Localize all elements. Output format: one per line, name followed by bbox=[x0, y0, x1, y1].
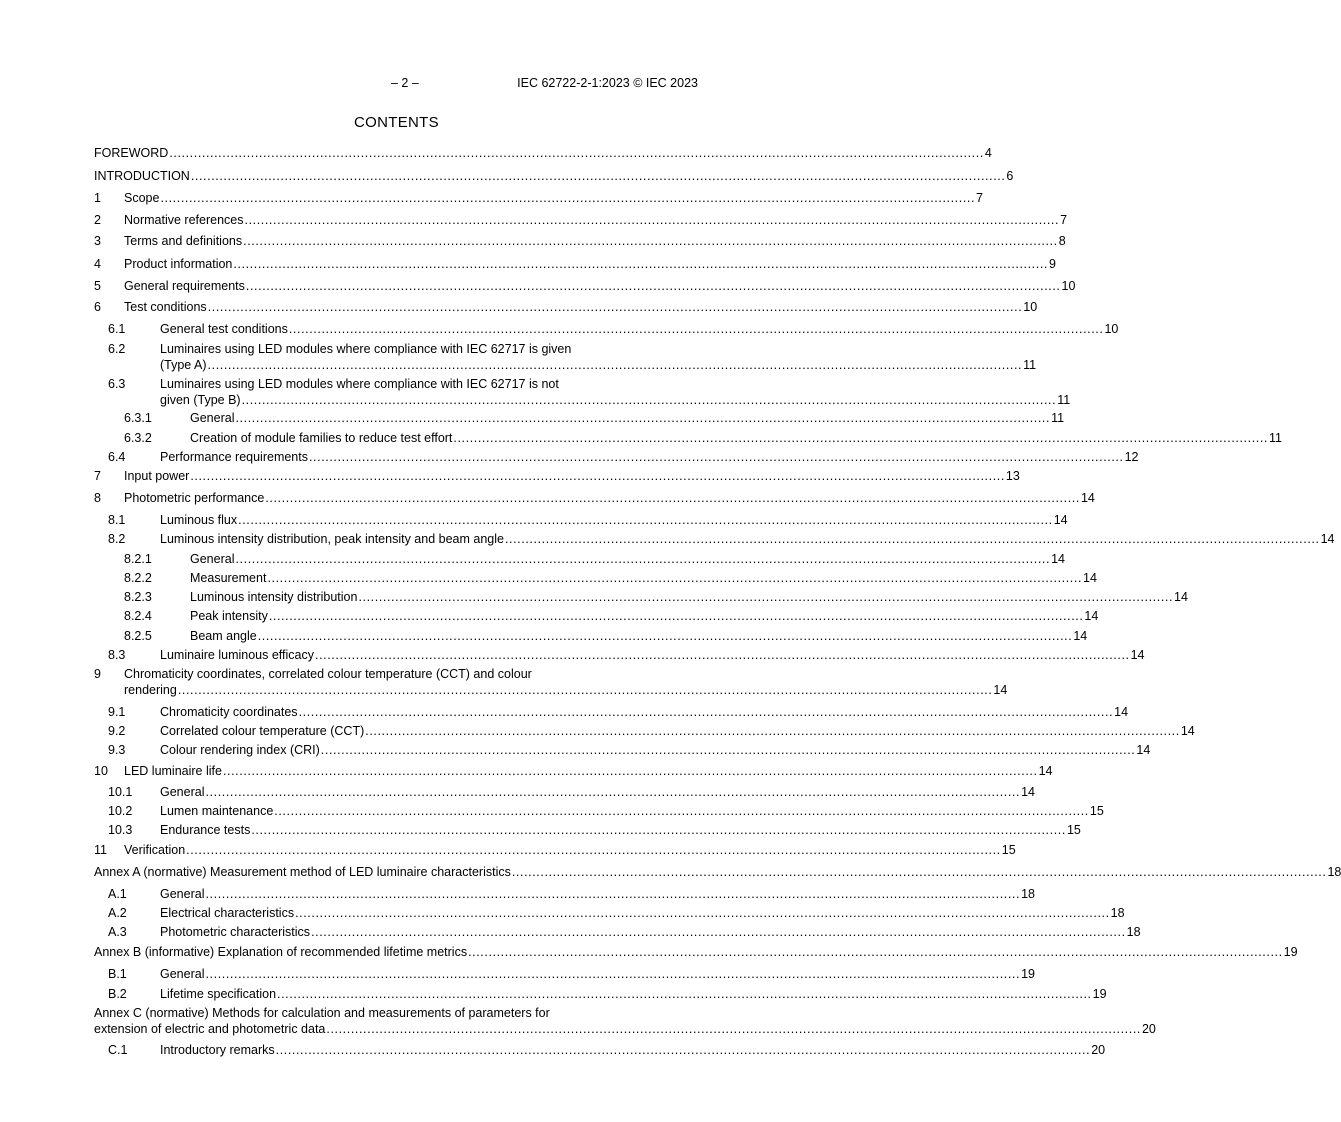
toc-entry-number: 8.1 bbox=[108, 513, 126, 527]
toc-entry-page: 9 bbox=[1048, 257, 1056, 271]
toc-entry-page: 19 bbox=[1092, 987, 1107, 1001]
toc-entry-title: Input power bbox=[124, 469, 190, 483]
dot-leader: ........................................................................................................................................................................................................ bbox=[222, 764, 1038, 778]
toc-entry-page: 19 bbox=[1021, 967, 1035, 981]
toc-entry-page: 18 bbox=[1110, 906, 1125, 920]
toc-entry-number: A.3 bbox=[108, 925, 127, 939]
toc-entry-page: 10 bbox=[1104, 322, 1119, 336]
toc-entry-number: 9.3 bbox=[108, 743, 126, 757]
dot-leader: ........................................................................................................................................................................................................ bbox=[315, 648, 1130, 662]
dot-leader: ........................................................................................................................................................................................................ bbox=[295, 906, 1110, 920]
toc-entry-number: 4 bbox=[94, 257, 101, 271]
toc-entry-page: 18 bbox=[1021, 887, 1035, 901]
dot-leader: ........................................................................................................................................................................................................ bbox=[177, 683, 993, 697]
dot-leader: ........................................................................................................................................................................................................ bbox=[365, 724, 1180, 738]
toc-entry-title: Chromaticity coordinates bbox=[160, 705, 298, 719]
toc-entry-number: 9 bbox=[94, 667, 101, 681]
toc-entry-number: 9.1 bbox=[108, 705, 126, 719]
toc-entry-number: 6.1 bbox=[108, 322, 126, 336]
dot-leader: ........................................................................................................................................................................................................ bbox=[235, 552, 1051, 566]
dot-leader: ........................................................................................................................................................................................................ bbox=[205, 785, 1021, 799]
toc-entry-title: Colour rendering index (CRI) bbox=[160, 743, 320, 757]
toc-entry-page: 14 bbox=[1114, 705, 1129, 719]
dot-leader: ........................................................................................................................................................................................................ bbox=[267, 571, 1083, 585]
toc-entry-number: 8.2.1 bbox=[124, 552, 152, 566]
toc-entry-page: 15 bbox=[1089, 804, 1104, 818]
toc-entry-title: Lifetime specification bbox=[160, 987, 277, 1001]
dot-leader: ........................................................................................................................................................................................................ bbox=[241, 393, 1057, 407]
toc-entry-page: 14 bbox=[1083, 571, 1097, 585]
dot-leader: ........................................................................................................................................................................................................ bbox=[238, 513, 1053, 527]
toc-entry-title: Annex B (informative) Explanation of recommended lifetime metrics bbox=[94, 945, 468, 959]
toc-entry-number: 6.2 bbox=[108, 342, 126, 356]
toc-entry-title: Creation of module families to reduce test effort bbox=[190, 431, 453, 445]
dot-leader: ........................................................................................................................................................................................................ bbox=[358, 590, 1174, 604]
dot-leader: ........................................................................................................................................................................................................ bbox=[268, 609, 1084, 623]
contents-title: CONTENTS bbox=[354, 114, 439, 131]
toc-entry-title: Introductory remarks bbox=[160, 1043, 275, 1057]
toc-entry-page: 10 bbox=[1061, 279, 1076, 293]
toc-entry-page: 14 bbox=[993, 683, 1008, 697]
dot-leader: ........................................................................................................................................................................................................ bbox=[265, 491, 1080, 505]
toc-entry-page: 7 bbox=[1060, 213, 1068, 227]
toc-entry-title: Beam angle bbox=[190, 629, 257, 643]
dot-leader: ........................................................................................................................................................................................................ bbox=[320, 743, 1136, 757]
toc-entry-page: 14 bbox=[1021, 785, 1035, 799]
dot-leader: ........................................................................................................................................................................................................ bbox=[205, 887, 1021, 901]
toc-entry-number: 6.3.2 bbox=[124, 431, 152, 445]
toc-entry-number: 6.3 bbox=[108, 377, 126, 391]
toc-entry-page: 14 bbox=[1320, 532, 1335, 546]
page-number: – 2 – bbox=[391, 76, 419, 90]
dot-leader: ........................................................................................................................................................................................................ bbox=[468, 945, 1283, 959]
toc-entry-title: LED luminaire life bbox=[124, 764, 222, 778]
dot-leader: ........................................................................................................................................................................................................ bbox=[504, 532, 1320, 546]
toc-entry-title: Luminaire luminous efficacy bbox=[160, 648, 315, 662]
toc-entry-title: Photometric characteristics bbox=[160, 925, 311, 939]
toc-entry-title: Chromaticity coordinates, correlated colour temperature (CCT) and colour bbox=[124, 667, 532, 681]
toc-entry-title: Verification bbox=[124, 843, 186, 857]
toc-entry-title: Product information bbox=[124, 257, 233, 271]
toc-entry-page: 14 bbox=[1084, 609, 1099, 623]
toc-entry-page: 11 bbox=[1051, 411, 1065, 425]
toc-entry-number: 10.3 bbox=[108, 823, 133, 837]
dot-leader: ........................................................................................................................................................................................................ bbox=[251, 823, 1066, 837]
toc-entry-title: Performance requirements bbox=[160, 450, 308, 464]
toc-entry-page: 13 bbox=[1005, 469, 1020, 483]
toc-entry-title: INTRODUCTION bbox=[94, 169, 190, 183]
toc-entry-title: Lumen maintenance bbox=[160, 804, 274, 818]
dot-leader: ........................................................................................................................................................................................................ bbox=[277, 987, 1092, 1001]
toc-entry-title-continuation: rendering bbox=[124, 683, 177, 697]
toc-entry-title: Luminous intensity distribution, peak intensity and beam angle bbox=[160, 532, 504, 546]
dot-leader: ........................................................................................................................................................................................................ bbox=[288, 322, 1104, 336]
toc-entry-page: 11 bbox=[1023, 358, 1037, 372]
toc-entry-number: 2 bbox=[94, 213, 101, 227]
toc-entry-title-continuation: extension of electric and photometric data bbox=[94, 1022, 326, 1036]
dot-leader: ........................................................................................................................................................................................................ bbox=[243, 234, 1058, 248]
toc-entry-page: 14 bbox=[1051, 552, 1065, 566]
toc-entry-page: 7 bbox=[976, 191, 983, 205]
toc-entry-title: Measurement bbox=[190, 571, 267, 585]
toc-entry-number: B.2 bbox=[108, 987, 127, 1001]
toc-entry-page: 14 bbox=[1053, 513, 1068, 527]
toc-entry-title: Scope bbox=[124, 191, 160, 205]
toc-entry-number: 8.2.2 bbox=[124, 571, 152, 585]
toc-entry-number: 9.2 bbox=[108, 724, 126, 738]
toc-entry-number: 10 bbox=[94, 764, 108, 778]
toc-entry-title-continuation: (Type A) bbox=[160, 358, 207, 372]
toc-entry-title: General bbox=[160, 967, 205, 981]
toc-entry-title: Luminous flux bbox=[160, 513, 238, 527]
toc-entry-page: 12 bbox=[1124, 450, 1139, 464]
toc-entry-number: 8.2.3 bbox=[124, 590, 152, 604]
dot-leader: ........................................................................................................................................................................................................ bbox=[511, 865, 1327, 879]
dot-leader: ........................................................................................................................................................................................................ bbox=[207, 358, 1023, 372]
dot-leader: ........................................................................................................................................................................................................ bbox=[190, 469, 1005, 483]
dot-leader: ........................................................................................................................................................................................................ bbox=[326, 1022, 1141, 1036]
dot-leader: ........................................................................................................................................................................................................ bbox=[207, 300, 1023, 314]
toc-entry-title: Terms and definitions bbox=[124, 234, 243, 248]
toc-entry-page: 14 bbox=[1073, 629, 1088, 643]
dot-leader: ........................................................................................................................................................................................................ bbox=[190, 169, 1006, 183]
toc-entry-title: General bbox=[190, 552, 235, 566]
toc-entry-number: 8 bbox=[94, 491, 101, 505]
dot-leader: ........................................................................................................................................................................................................ bbox=[274, 804, 1089, 818]
toc-entry-title: General requirements bbox=[124, 279, 245, 293]
toc-entry-number: B.1 bbox=[108, 967, 127, 981]
toc-entry-page: 20 bbox=[1091, 1043, 1106, 1057]
toc-entry-number: 10.1 bbox=[108, 785, 133, 799]
toc-entry-page: 8 bbox=[1058, 234, 1066, 248]
toc-entry-page: 10 bbox=[1023, 300, 1038, 314]
toc-entry-number: 1 bbox=[94, 191, 101, 205]
toc-entry-title: Electrical characteristics bbox=[160, 906, 295, 920]
dot-leader: ........................................................................................................................................................................................................ bbox=[186, 843, 1001, 857]
toc-entry-number: 8.2.4 bbox=[124, 609, 152, 623]
toc-entry-page: 14 bbox=[1136, 743, 1151, 757]
toc-entry-title: Test conditions bbox=[124, 300, 207, 314]
toc-entry-page: 14 bbox=[1174, 590, 1188, 604]
dot-leader: ........................................................................................................................................................................................................ bbox=[257, 629, 1073, 643]
dot-leader: ........................................................................................................................................................................................................ bbox=[233, 257, 1048, 271]
toc-entry-number: 6.4 bbox=[108, 450, 126, 464]
toc-entry-number: 7 bbox=[94, 469, 101, 483]
dot-leader: ........................................................................................................................................................................................................ bbox=[245, 279, 1061, 293]
toc-entry-title: Peak intensity bbox=[190, 609, 268, 623]
dot-leader: ........................................................................................................................................................................................................ bbox=[453, 431, 1268, 445]
toc-entry-title: Luminaires using LED modules where compliance with IEC 62717 is not bbox=[160, 377, 559, 391]
toc-entry-number: 6 bbox=[94, 300, 101, 314]
toc-entry-number: 6.3.1 bbox=[124, 411, 152, 425]
toc-entry-title: Endurance tests bbox=[160, 823, 251, 837]
toc-entry-number: 8.2.5 bbox=[124, 629, 152, 643]
toc-entry-title: Photometric performance bbox=[124, 491, 265, 505]
page-header bbox=[94, 76, 698, 92]
toc-entry-number: 11 bbox=[94, 843, 107, 857]
toc-entry-number: C.1 bbox=[108, 1043, 128, 1057]
toc-entry-number: 8.2 bbox=[108, 532, 126, 546]
toc-entry-title: Annex A (normative) Measurement method of LED luminaire characteristics bbox=[94, 865, 511, 879]
toc-entry-title: Annex C (normative) Methods for calculation and measurements of parameters for bbox=[94, 1006, 550, 1020]
dot-leader: ........................................................................................................................................................................................................ bbox=[275, 1043, 1091, 1057]
toc-entry-title: General bbox=[190, 411, 235, 425]
toc-entry-page: 11 bbox=[1269, 431, 1282, 445]
toc-entry-page: 14 bbox=[1080, 491, 1095, 505]
toc-entry-page: 14 bbox=[1130, 648, 1145, 662]
toc-entry-number: A.1 bbox=[108, 887, 127, 901]
toc-entry-title: Luminaires using LED modules where compliance with IEC 62717 is given bbox=[160, 342, 572, 356]
toc-entry-page: 14 bbox=[1038, 764, 1053, 778]
dot-leader: ........................................................................................................................................................................................................ bbox=[205, 967, 1021, 981]
toc-entry-page: 11 bbox=[1057, 393, 1071, 407]
toc-entry-number: 5 bbox=[94, 279, 101, 293]
toc-entry-page: 14 bbox=[1180, 724, 1195, 738]
toc-entry-title: Correlated colour temperature (CCT) bbox=[160, 724, 365, 738]
toc-entry-title-continuation: given (Type B) bbox=[160, 393, 241, 407]
toc-entry-number: 3 bbox=[94, 234, 101, 248]
document-id: IEC 62722-2-1:2023 © IEC 2023 bbox=[517, 76, 698, 90]
toc-entry-title: Luminous intensity distribution bbox=[190, 590, 358, 604]
toc-entry-page: 18 bbox=[1327, 865, 1341, 879]
dot-leader: ........................................................................................................................................................................................................ bbox=[160, 191, 976, 205]
toc-entry-number: 10.2 bbox=[108, 804, 133, 818]
dot-leader: ........................................................................................................................................................................................................ bbox=[308, 450, 1124, 464]
toc-entry-page: 15 bbox=[1001, 843, 1016, 857]
toc-entry-title: FOREWORD bbox=[94, 146, 169, 160]
toc-entry-number: 8.3 bbox=[108, 648, 126, 662]
dot-leader: ........................................................................................................................................................................................................ bbox=[244, 213, 1060, 227]
toc-entry-number: A.2 bbox=[108, 906, 127, 920]
dot-leader: ........................................................................................................................................................................................................ bbox=[169, 146, 984, 160]
toc-entry-title: General test conditions bbox=[160, 322, 288, 336]
dot-leader: ........................................................................................................................................................................................................ bbox=[298, 705, 1114, 719]
toc-entry-title: Normative references bbox=[124, 213, 244, 227]
toc-entry-page: 4 bbox=[984, 146, 992, 160]
dot-leader: ........................................................................................................................................................................................................ bbox=[235, 411, 1051, 425]
toc-entry-page: 15 bbox=[1066, 823, 1081, 837]
toc-entry-page: 18 bbox=[1126, 925, 1141, 939]
dot-leader: ........................................................................................................................................................................................................ bbox=[311, 925, 1126, 939]
toc-entry-page: 20 bbox=[1141, 1022, 1156, 1036]
toc-entry-page: 6 bbox=[1006, 169, 1014, 183]
toc-entry-title: General bbox=[160, 887, 205, 901]
toc-entry-title: General bbox=[160, 785, 205, 799]
toc-entry-page: 19 bbox=[1283, 945, 1298, 959]
